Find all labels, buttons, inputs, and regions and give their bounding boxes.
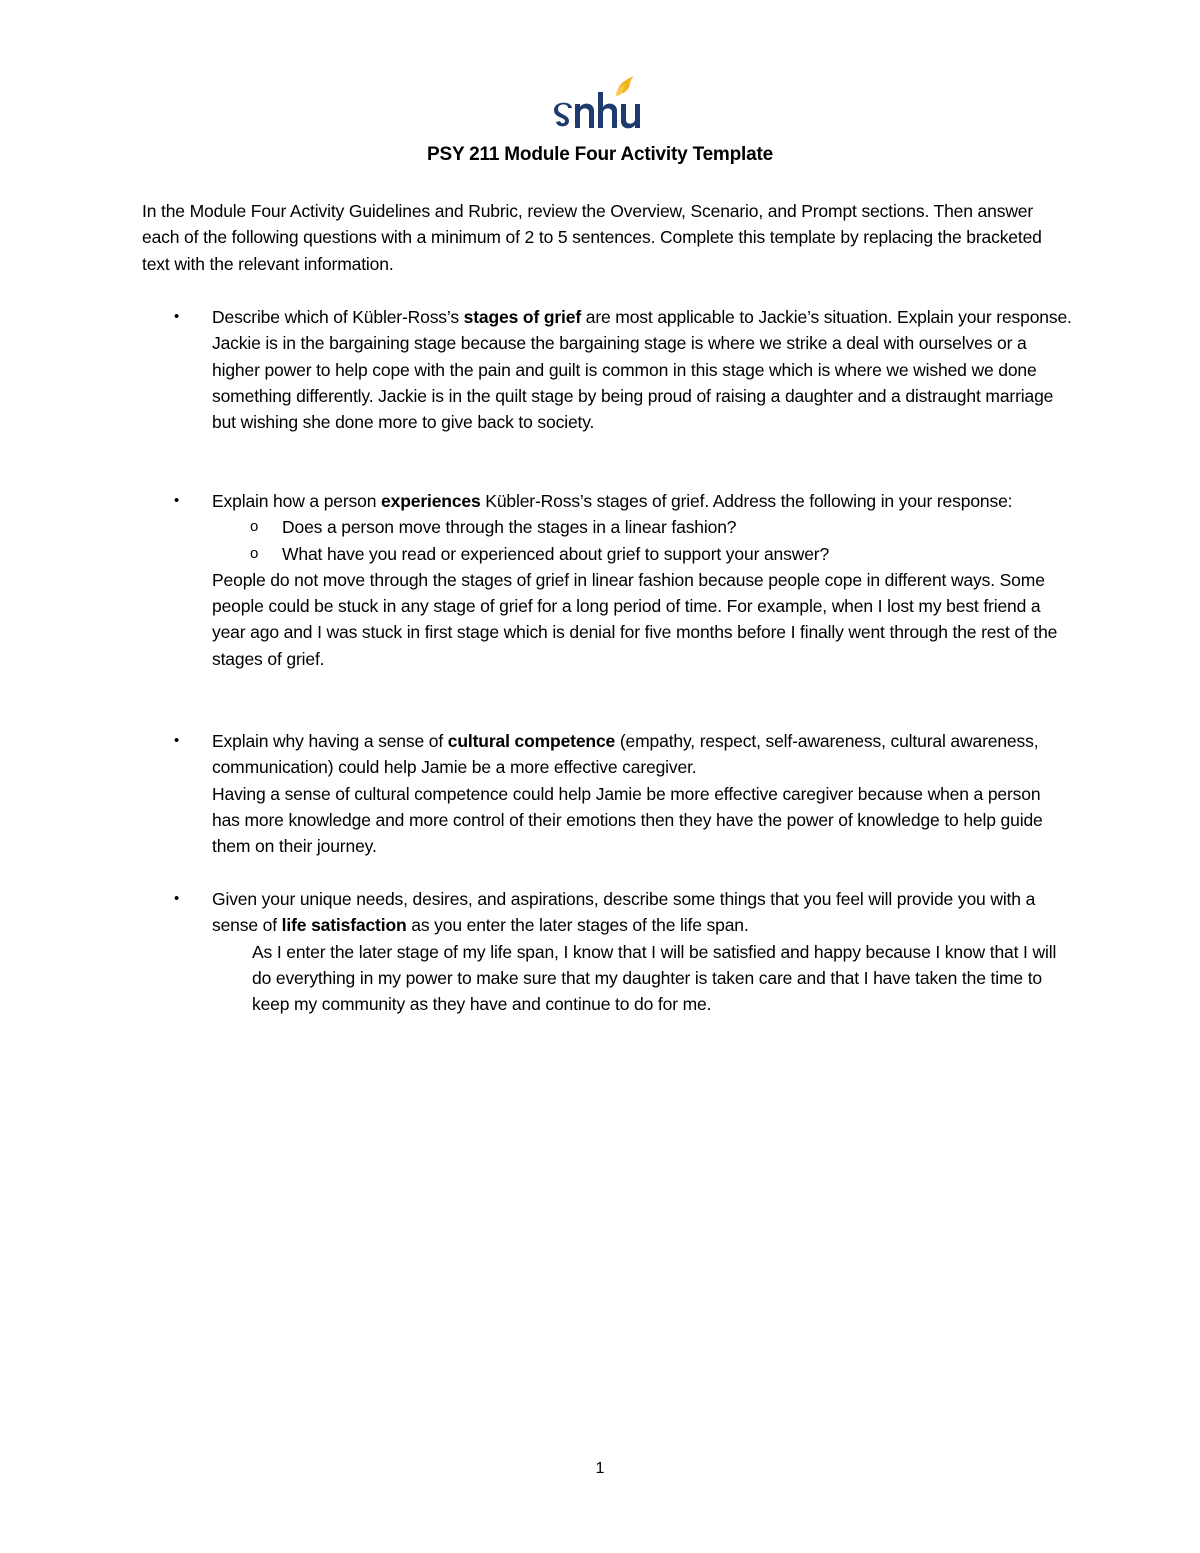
- prompt-text: Explain how a person: [212, 491, 382, 511]
- prompt-keyword: life satisfaction: [281, 915, 407, 936]
- sub-bullet-marker: o: [250, 544, 259, 562]
- prompt-text: are most applicable to Jackie’s situation. Explain your response.: [581, 307, 1072, 327]
- prompt-keyword: experiences: [381, 491, 481, 511]
- prompt-text: Given your unique needs, desires, and aspirations, describe some things that you feel will provide you with a sense of: [212, 889, 1036, 936]
- prompt-keyword: stages of grief: [463, 307, 582, 327]
- sub-question-text: What have you read or experienced about grief to support your answer?: [282, 543, 830, 564]
- bullet-marker: •: [174, 890, 180, 907]
- sub-bullet-marker: o: [250, 518, 259, 536]
- snhu-logo: [554, 74, 644, 134]
- answer-text: People do not move through the stages of grief in linear fashion because people cope in different ways. Some people could be stuck in any stage of grief for a long period of time. For example, when I lost my best friend a year ago and I was stuck in first stage which is denial for five months before I finally went through the rest of the stages of grief.: [212, 569, 1058, 669]
- question-body: [212, 488, 1072, 672]
- prompt-text: Explain why having a sense of: [212, 731, 448, 751]
- bullet-marker: •: [174, 308, 180, 325]
- snhu-logo-graphic: [554, 74, 644, 134]
- bullet-marker: •: [174, 732, 180, 749]
- prompt-text: (empathy, respect, self-awareness, cultural awareness, communication) could help Jamie be a more effective caregiver.: [212, 731, 1039, 778]
- sub-question-item: [212, 541, 1072, 567]
- document-title: PSY 211 Module Four Activity Template: [427, 144, 773, 165]
- sub-question-text: Does a person move through the stages in a linear fashion?: [282, 517, 737, 538]
- page-number: 1: [595, 1460, 605, 1477]
- intro-paragraph: In the Module Four Activity Guidelines and Rubric, review the Overview, Scenario, and Prompt sections. Then answer each of the following questions with a minimum of 2 to 5 sentences. Complete this template by replacing the bracketed text with the relevant information.: [142, 201, 1042, 274]
- prompt-text: Kübler-Ross’s stages of grief. Address the following in your response:: [480, 491, 1013, 511]
- prompt-keyword: cultural competence: [447, 731, 616, 751]
- sub-question-list: [212, 514, 1072, 567]
- question-body: [212, 728, 1072, 859]
- question-prompt: [212, 728, 1072, 781]
- answer-text: As I enter the later stage of my life span, I know that I will be satisfied and happy because I know that I will do everything in my power to make sure that my daughter is taken care and that I have taken the time to keep my community as they have and continue to do for me.: [252, 941, 1057, 1015]
- question-prompt: [212, 488, 1072, 514]
- prompt-text: Describe which of Kübler-Ross’s: [212, 307, 464, 327]
- question-prompt: [212, 304, 1072, 330]
- sub-question-item: [212, 514, 1072, 540]
- prompt-text: as you enter the later stages of the life span.: [406, 915, 749, 936]
- answer-text: Jackie is in the bargaining stage because the bargaining stage is where we strike a deal with ourselves or a higher power to help cope with the pain and guilt is common in this stage which is where we wished we done something differently. Jackie is in the quilt stage by being proud of raising a daughter and a distraught marriage but wishing she done more to give back to society.: [212, 333, 1054, 433]
- answer-text: Having a sense of cultural competence could help Jamie be more effective caregiver because when a person has more knowledge and more control of their emotions then they have the power of knowledge to help guide them on their journey.: [212, 783, 1043, 857]
- question-body: [212, 886, 1072, 1017]
- bullet-marker: •: [174, 492, 180, 509]
- question-prompt: [212, 886, 1072, 939]
- question-body: [212, 304, 1072, 435]
